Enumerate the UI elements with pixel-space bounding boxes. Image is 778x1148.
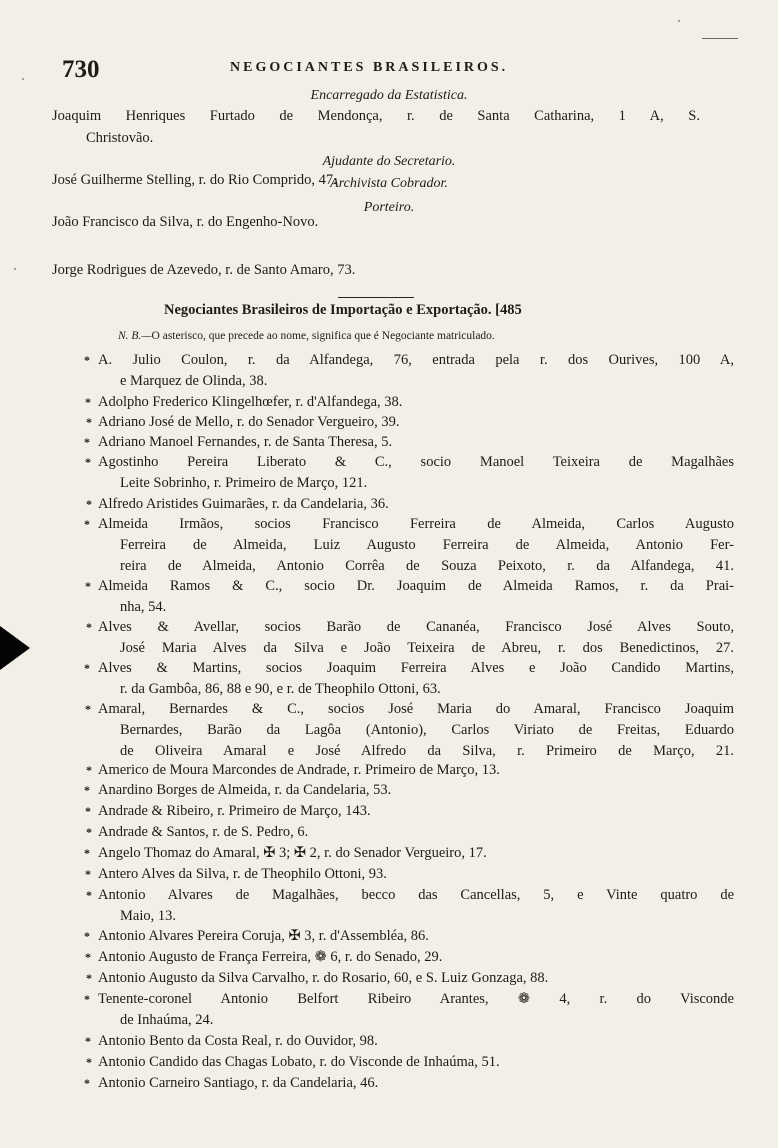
matriculation-asterisk: * <box>85 702 91 716</box>
matriculation-asterisk: * <box>84 929 90 943</box>
merchant-entry-line: A. Julio Coulon, r. da Alfandega, 76, entrada pela r. dos Ourives, 100 A, <box>98 352 734 368</box>
paper-speck <box>678 20 680 22</box>
page-number: 730 <box>62 56 100 83</box>
merchant-entry-line: Almeida Irmãos, socios Francisco Ferreira de Almeida, Carlos Augusto <box>98 516 734 532</box>
merchant-entry-line: Alves & Avellar, socios Barão de Cananéa, Francisco José Alves Souto, <box>98 619 734 635</box>
merchant-entry-line: Adriano José de Mello, r. do Senador Vergueiro, 39. <box>98 414 400 430</box>
matriculation-asterisk: * <box>84 353 90 367</box>
merchant-entry-line: Andrade & Santos, r. de S. Pedro, 6. <box>98 824 309 840</box>
matriculation-asterisk: * <box>84 435 90 449</box>
matriculation-asterisk: * <box>86 763 92 777</box>
staff-role-heading: Ajudante do Secretario. <box>322 154 456 169</box>
merchant-entry-line: Antonio Carneiro Santiago, r. da Candelaria, 46. <box>98 1075 379 1091</box>
merchant-entry-line: Antonio Bento da Costa Real, r. do Ouvidor, 98. <box>98 1033 378 1049</box>
staff-entry-line: Joaquim Henriques Furtado de Mendonça, r. de Santa Catharina, 1 A, S. <box>52 108 700 124</box>
margin-mark-line <box>702 38 738 39</box>
binding-tab-mark <box>0 626 30 670</box>
paper-speck <box>14 268 16 270</box>
merchant-entry-line: Alfredo Aristides Guimarães, r. da Candelaria, 36. <box>98 496 389 512</box>
merchant-entry-line: Leite Sobrinho, r. Primeiro de Março, 121. <box>120 475 368 491</box>
running-title: NEGOCIANTES BRASILEIROS. <box>230 60 509 75</box>
matriculation-asterisk: * <box>86 825 92 839</box>
matriculation-asterisk: * <box>86 1055 92 1069</box>
staff-role-heading: Archivista Cobrador. <box>330 176 448 191</box>
matriculation-asterisk: * <box>85 804 91 818</box>
matriculation-asterisk: * <box>84 783 90 797</box>
matriculation-asterisk: * <box>84 661 90 675</box>
matriculation-asterisk: * <box>86 497 92 511</box>
section-title: Negociantes Brasileiros de Importação e Exportação. [485 <box>164 302 522 318</box>
merchant-entry-line: Antonio Augusto da Silva Carvalho, r. do Rosario, 60, e S. Luiz Gonzaga, 88. <box>98 970 549 986</box>
matriculation-asterisk: * <box>84 517 90 531</box>
merchant-entry-line: Americo de Moura Marcondes de Andrade, r. Primeiro de Março, 13. <box>98 762 500 778</box>
merchant-entry-line: Adolpho Frederico Klingelhœfer, r. d'Alfandega, 38. <box>98 394 403 410</box>
merchant-entry-line: Antonio Alvares de Magalhães, becco das Cancellas, 5, e Vinte quatro de <box>98 887 734 903</box>
merchant-entry-line: Antonio Alvares Pereira Coruja, ✠ 3, r. d'Assembléa, 86. <box>98 928 429 944</box>
note-text: O asterisco, que precede ao nome, significa que é Negociante matriculado. <box>151 330 495 342</box>
merchant-entry-line: Angelo Thomaz do Amaral, ✠ 3; ✠ 2, r. do Senador Vergueiro, 17. <box>98 845 487 861</box>
merchant-entry-line: Antonio Candido das Chagas Lobato, r. do Visconde de Inhaúma, 51. <box>98 1054 500 1070</box>
matriculation-asterisk: * <box>85 1034 91 1048</box>
merchant-entry-line: Anardino Borges de Almeida, r. da Candelaria, 53. <box>98 782 392 798</box>
merchant-entry-line: Antero Alves da Silva, r. de Theophilo Ottoni, 93. <box>98 866 387 882</box>
merchant-entry-line: e Marquez de Olinda, 38. <box>120 373 268 389</box>
staff-role-heading: Porteiro. <box>363 200 415 215</box>
merchant-entry-line: Tenente-coronel Antonio Belfort Ribeiro Arantes, ❁ 4, r. do Visconde <box>98 991 734 1007</box>
staff-entry-line: Christovão. <box>86 130 154 146</box>
matriculation-asterisk: * <box>86 415 92 429</box>
matriculation-asterisk: * <box>85 579 91 593</box>
merchant-entry-line: Almeida Ramos & C., socio Dr. Joaquim de Almeida Ramos, r. da Prai- <box>98 578 734 594</box>
matriculation-asterisk: * <box>85 395 91 409</box>
section-note <box>118 330 495 342</box>
section-rule <box>338 297 414 298</box>
matriculation-asterisk: * <box>86 620 92 634</box>
staff-entry-line: João Francisco da Silva, r. do Engenho-Novo. <box>52 214 319 230</box>
merchant-entry-line: nha, 54. <box>120 599 167 615</box>
merchant-entry-line: Ferreira de Almeida, Luiz Augusto Ferreira de Almeida, Antonio Fer- <box>120 537 734 553</box>
matriculation-asterisk: * <box>84 992 90 1006</box>
matriculation-asterisk: * <box>85 867 91 881</box>
merchant-entry-line: reira de Almeida, Antonio Corrêa de Souza Peixoto, r. da Alfandega, 41. <box>120 558 734 574</box>
merchant-entry-line: Adriano Manoel Fernandes, r. de Santa Theresa, 5. <box>98 434 393 450</box>
merchant-entry-line: Maio, 13. <box>120 908 176 924</box>
matriculation-asterisk: * <box>86 888 92 902</box>
note-prefix: N. B.— <box>118 330 152 342</box>
merchant-entry-line: Amaral, Bernardes & C., socios José Maria do Amaral, Francisco Joaquim <box>98 701 734 717</box>
matriculation-asterisk: * <box>85 950 91 964</box>
merchant-entry-line: José Maria Alves da Silva e João Teixeira de Abreu, r. dos Benedictinos, 27. <box>120 640 734 656</box>
matriculation-asterisk: * <box>84 1076 90 1090</box>
merchant-entry-line: Alves & Martins, socios Joaquim Ferreira Alves e João Candido Martins, <box>98 660 734 676</box>
matriculation-asterisk: * <box>84 846 90 860</box>
merchant-entry-line: r. da Gambôa, 86, 88 e 90, e r. de Theophilo Ottoni, 63. <box>120 681 441 697</box>
staff-entry-line: Jorge Rodrigues de Azevedo, r. de Santo Amaro, 73. <box>52 262 356 278</box>
merchant-entry-line: Andrade & Ribeiro, r. Primeiro de Março, 143. <box>98 803 371 819</box>
merchant-entry-line: de Oliveira Amaral e José Alfredo da Silva, r. Primeiro de Março, 21. <box>120 743 734 759</box>
merchant-entry-line: de Inhaúma, 24. <box>120 1012 214 1028</box>
staff-entry-line: José Guilherme Stelling, r. do Rio Comprido, 47. <box>52 172 337 188</box>
matriculation-asterisk: * <box>85 455 91 469</box>
merchant-entry-line: Antonio Augusto de França Ferreira, ❁ 6, r. do Senado, 29. <box>98 949 443 965</box>
merchant-entry-line: Bernardes, Barão da Lagôa (Antonio), Carlos Viriato de Freitas, Eduardo <box>120 722 734 738</box>
staff-role-heading: Encarregado da Estatistica. <box>310 88 468 103</box>
paper-speck <box>22 78 24 80</box>
page-header <box>62 52 722 82</box>
merchant-entry-line: Agostinho Pereira Liberato & C., socio Manoel Teixeira de Magalhães <box>98 454 734 470</box>
matriculation-asterisk: * <box>86 971 92 985</box>
